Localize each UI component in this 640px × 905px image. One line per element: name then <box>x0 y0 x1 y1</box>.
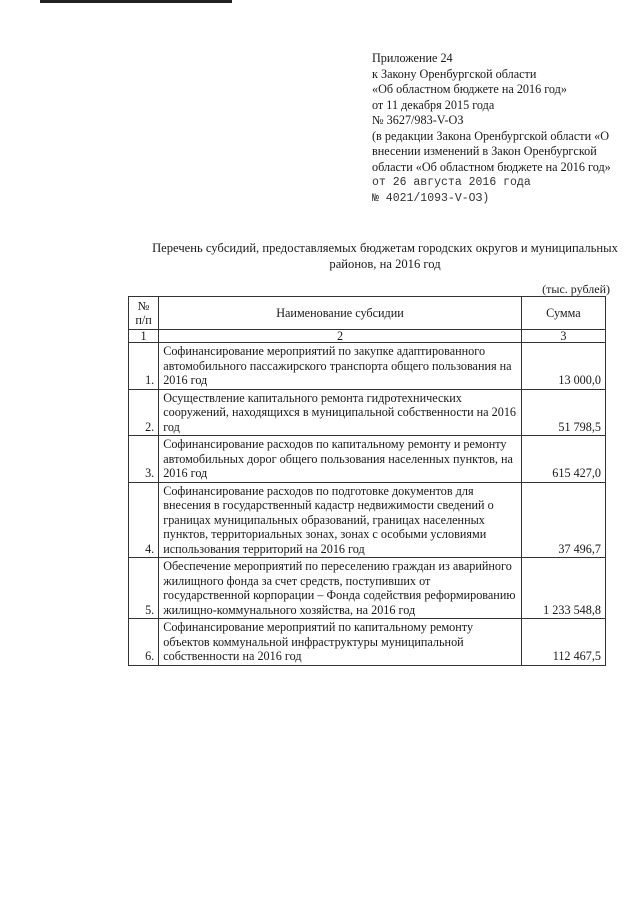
table-row <box>129 389 606 436</box>
subsidy-name: Осуществление капитального ремонта гидротехнических сооружений, находящихся в муниципальной собственности на 2016 год <box>159 389 522 436</box>
column-index-3: 3 <box>521 330 605 343</box>
amendment-date-stamp: от 26 августа 2016 года <box>372 176 531 189</box>
header-name: Наименование субсидии <box>159 297 522 330</box>
header-number: № п/п <box>129 297 159 330</box>
law-reference: к Закону Оренбургской области <box>372 66 537 81</box>
row-number: 1. <box>129 343 159 390</box>
table-header-row <box>129 297 606 330</box>
unit-label: (тыс. рублей) <box>542 282 610 296</box>
top-rule <box>40 0 232 3</box>
column-index-1: 1 <box>129 330 159 343</box>
document-title: Перечень субсидий, предоставляемых бюджетам городских округов и муниципальных районов, на 2016 год <box>152 241 618 271</box>
law-date: от 11 декабря 2015 года <box>372 97 495 112</box>
amendment-note: (в редакции Закона Оренбургской области «О внесении изменений в Закон Оренбургской области «Об областном бюджете на 2016 год» <box>372 128 611 174</box>
row-number: 4. <box>129 482 159 558</box>
subsidy-amount: 37 496,7 <box>521 482 605 558</box>
subsidy-amount: 51 798,5 <box>521 389 605 436</box>
table-row <box>129 558 606 619</box>
subsidy-name: Софинансирование мероприятий по закупке адаптированного автомобильного пассажирского транспорта общего пользования на 2016 год <box>159 343 522 390</box>
table-row <box>129 343 606 390</box>
amendment-number-stamp: № 4021/1093-V-ОЗ) <box>372 191 490 205</box>
table-row <box>129 482 606 558</box>
appendix-number: Приложение 24 <box>372 51 453 65</box>
table-row <box>129 436 606 483</box>
table-row <box>129 619 606 666</box>
subsidy-amount: 13 000,0 <box>521 343 605 390</box>
row-number: 5. <box>129 558 159 619</box>
header-amount: Сумма <box>521 297 605 330</box>
appendix-header <box>372 51 632 206</box>
subsidy-amount: 615 427,0 <box>521 436 605 483</box>
subsidy-table <box>128 296 606 666</box>
row-number: 3. <box>129 436 159 483</box>
subsidy-name: Софинансирование расходов по подготовке документов для внесения в государственный кадастр недвижимости сведений о границах муниципальных образований, границах населенных пунктов, территориальных зонах, зонах с особыми условиями использования территорий на 2016 год <box>159 482 522 558</box>
row-number: 2. <box>129 389 159 436</box>
column-index-2: 2 <box>159 330 522 343</box>
subsidy-name: Обеспечение мероприятий по переселению граждан из аварийного жилищного фонда за счет средств, поступивших от государственной корпорации – Фонда содействия реформированию жилищно-коммунального хозяйства, на 2016 год <box>159 558 522 619</box>
subsidy-name: Софинансирование расходов по капитальному ремонту и ремонту автомобильных дорог общего пользования населенных пунктов, на 2016 год <box>159 436 522 483</box>
subsidy-amount: 1 233 548,8 <box>521 558 605 619</box>
subsidy-amount: 112 467,5 <box>521 619 605 666</box>
column-index-row <box>129 330 606 343</box>
subsidy-name: Софинансирование мероприятий по капитальному ремонту объектов коммунальной инфраструктуры муниципальной собственности на 2016 год <box>159 619 522 666</box>
row-number: 6. <box>129 619 159 666</box>
law-title: «Об областном бюджете на 2016 год» <box>372 82 567 96</box>
law-number: № 3627/983-V-ОЗ <box>372 113 464 127</box>
